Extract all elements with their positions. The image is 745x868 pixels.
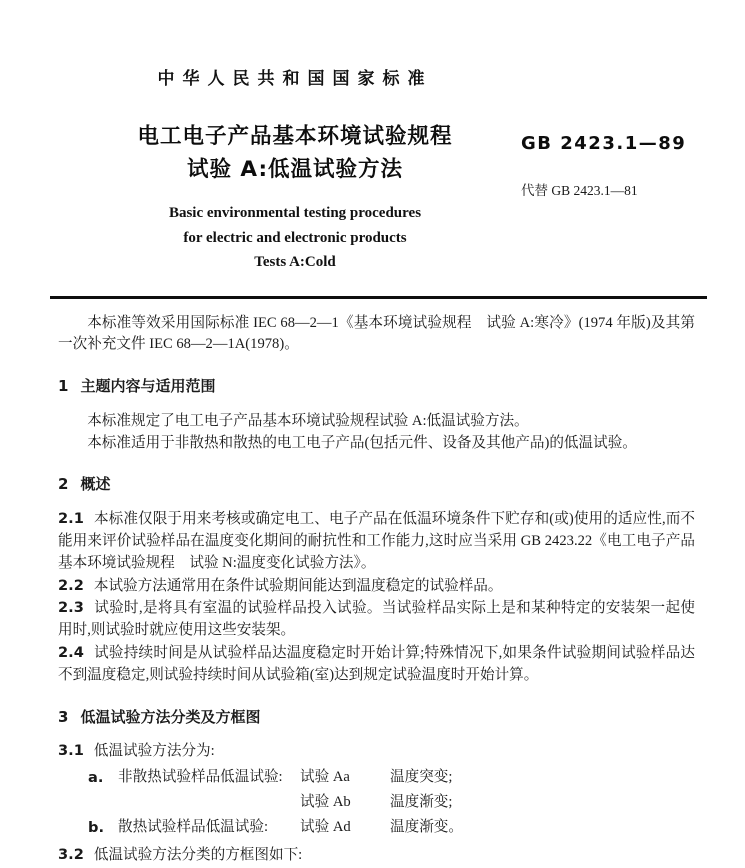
clause-text: 试验持续时间是从试验样品达温度稳定时开始计算;特殊情况下,如果条件试验期间试验样品达不到温度稳定,则试验持续时间从试验箱(室)达到规定试验温度时开始计算。: [58, 645, 695, 683]
section-2-heading: [58, 474, 695, 496]
section-2-content: [58, 508, 695, 686]
document-title-en-line3: Tests A:Cold: [254, 254, 336, 270]
clause-2-4: [58, 642, 695, 687]
clause-number: 2.4: [58, 644, 84, 662]
section-1-title: 主题内容与适用范围: [80, 377, 216, 396]
standard-code: GB 2423.1—89: [521, 133, 687, 154]
header-divider: [50, 296, 707, 299]
clause-3-1: [58, 740, 695, 763]
clause-number: 3.2: [58, 846, 84, 864]
section-1-paragraph: 本标准规定了电工电子产品基本环境试验规程试验 A:低温试验方法。: [87, 412, 529, 429]
foreword-paragraph: 本标准等效采用国际标准 IEC 68—2—1《基本环境试验规程 试验 A:寒冷》(1974 年版)及其第一次补充文件 IEC 68—2—1A(1978)。: [58, 314, 695, 353]
section-3-title: 低温试验方法分类及方框图: [80, 707, 261, 726]
supersedes-note: 代替 GB 2423.1—81: [521, 183, 638, 198]
clause-number: 2.1: [58, 510, 84, 528]
item-label: b.: [88, 819, 104, 837]
document-title-en-line1: Basic environmental testing procedures: [168, 205, 422, 221]
classification-row-a: [58, 765, 695, 790]
section-3-number: 3: [58, 707, 69, 726]
section-3-content: [58, 740, 695, 867]
clause-2-1: [58, 508, 695, 574]
classification-row-a-continued: [58, 790, 695, 815]
item-test-code: 试验 Aa: [300, 769, 350, 786]
item-label: a.: [88, 769, 104, 787]
document-title-zh-line2: 试验 A:低温试验方法: [186, 157, 404, 182]
title-column: [55, 64, 535, 275]
document-header: [0, 0, 745, 275]
clause-2-3: [58, 597, 695, 642]
document-title-en-line2: for electric and electronic products: [183, 229, 407, 246]
clause-3-2: [58, 844, 695, 867]
item-temperature-mode: 温度渐变;: [390, 794, 453, 811]
clause-text: 试验时,是将具有室温的试验样品投入试验。当试验样品实际上是和某种特定的安装架一起使用时,则试验时就应使用这些安装架。: [58, 600, 695, 639]
item-test-code: 试验 Ab: [300, 794, 351, 811]
clause-text: 低温试验方法分为:: [93, 743, 215, 760]
item-category: 非散热试验样品低温试验:: [118, 769, 283, 786]
section-2-number: 2: [58, 475, 69, 494]
national-standard-label: 中华人民共和国国家标准: [157, 69, 433, 89]
classification-row-b: [58, 815, 695, 840]
clause-text: 本标准仅限于用来考核或确定电工、电子产品在低温环境条件下贮存和(或)使用的适应性,而不能用来评价试验样品在温度变化期间的耐抗性和工作能力,这时应当采用 GB 2423.22《电工电子产品基本环境试验规程 试验 N:温度变化试验方法》。: [58, 511, 695, 571]
item-category: [118, 790, 300, 815]
document-title-zh-line1: 电工电子产品基本环境试验规程: [137, 124, 453, 149]
test-classification-list: [58, 765, 695, 840]
clause-text: 低温试验方法分类的方框图如下:: [93, 847, 303, 864]
document-body: [0, 313, 745, 868]
item-test-code: 试验 Ad: [300, 819, 351, 836]
section-2-title: 概述: [80, 475, 111, 494]
item-temperature-mode: 温度突变;: [390, 769, 453, 786]
section-1-paragraph: 本标准适用于非散热和散热的电工电子产品(包括元件、设备及其他产品)的低温试验。: [87, 434, 637, 451]
clause-number: 2.2: [58, 576, 84, 594]
item-label: [88, 790, 118, 815]
section-1-number: 1: [58, 377, 69, 396]
clause-number: 2.3: [58, 599, 84, 617]
section-1-heading: [58, 376, 695, 398]
section-1-content: [58, 411, 695, 455]
item-temperature-mode: 温度渐变。: [390, 819, 463, 836]
item-category: 散热试验样品低温试验:: [118, 819, 268, 836]
section-3-heading: [58, 707, 695, 729]
standard-code-block: [521, 133, 686, 199]
clause-2-2: [58, 575, 695, 598]
clause-text: 本试验方法通常用在条件试验期间能达到温度稳定的试验样品。: [93, 577, 503, 594]
clause-number: 3.1: [58, 742, 84, 760]
